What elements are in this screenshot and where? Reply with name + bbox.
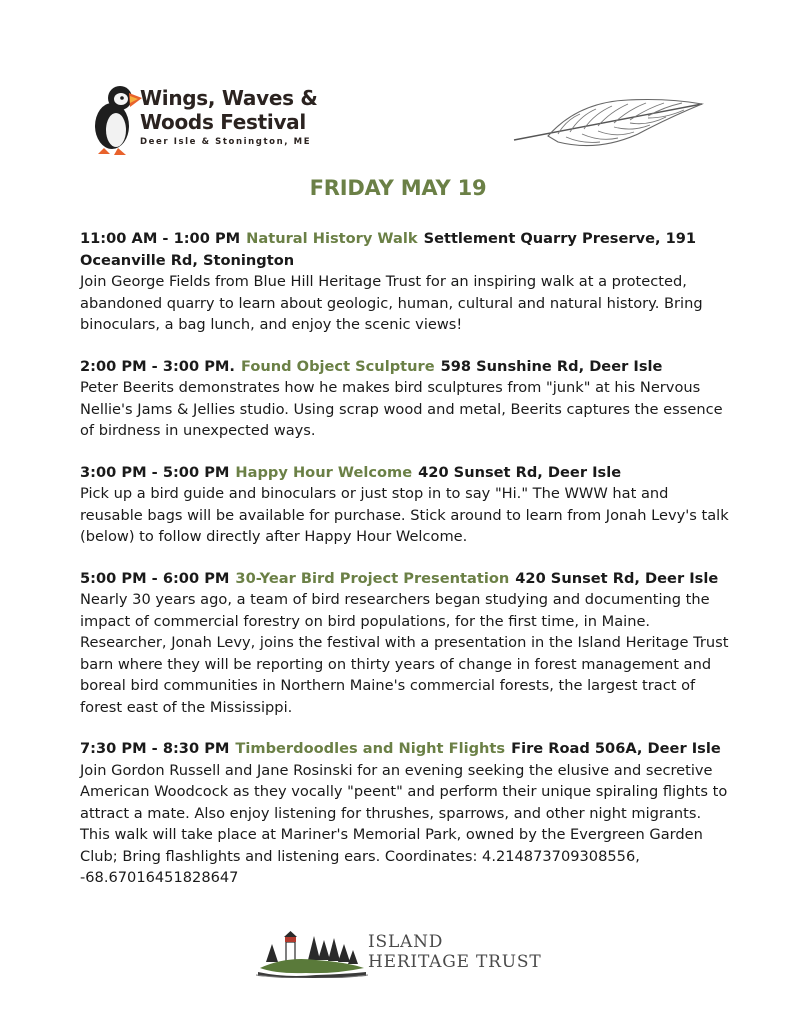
event-title: 30-Year Bird Project Presentation bbox=[235, 569, 510, 587]
puffin-icon bbox=[84, 80, 144, 156]
event-item bbox=[80, 462, 730, 548]
event-title: Natural History Walk bbox=[246, 230, 418, 247]
logo-subtitle: Deer Isle & Stonington, ME bbox=[140, 137, 312, 147]
event-location: 420 Sunset Rd, Deer Isle bbox=[515, 569, 719, 587]
header bbox=[0, 0, 796, 170]
event-title: Happy Hour Welcome bbox=[235, 463, 413, 481]
event-location: Fire Road 506A, Deer Isle bbox=[511, 740, 721, 757]
event-time: 11:00 AM - 1:00 PM bbox=[80, 230, 241, 247]
event-time: 2:00 PM - 3:00 PM. bbox=[80, 357, 235, 375]
feather-icon bbox=[508, 94, 708, 158]
day-title: FRIDAY MAY 19 bbox=[309, 176, 487, 200]
event-time: 5:00 PM - 6:00 PM bbox=[80, 569, 230, 587]
event-item bbox=[80, 356, 730, 442]
event-time: 3:00 PM - 5:00 PM bbox=[80, 463, 230, 481]
event-time: 7:30 PM - 8:30 PM bbox=[80, 740, 230, 757]
event-item bbox=[80, 568, 730, 719]
event-description: Nearly 30 years ago, a team of bird researchers began studying and documenting the impact of commercial forestry on bird populations, for the first time, in Maine. Researcher, Jonah Levy, joins the festival with a presentation in the Island Heritage Trust barn where they will be reporting on thirty years of change in forest management and boreal bird communities in Northern Maine's commercial forests, the largest tract of forest east of the Mississippi. bbox=[80, 591, 729, 716]
event-list bbox=[80, 228, 730, 909]
event-item bbox=[80, 228, 730, 336]
festival-logo bbox=[140, 86, 340, 147]
event-title: Found Object Sculpture bbox=[240, 357, 435, 375]
event-description: Peter Beerits demonstrates how he makes bird sculptures from "junk" at his Nervous Nellie's Jams & Jellies studio. Using scrap wood and metal, Beerits captures the essence of birdness in unexpected ways. bbox=[80, 379, 723, 439]
event-description: Join Gordon Russell and Jane Rosinski for an evening seeking the elusive and secretive American Woodcock as they vocally "peent" and perform their unique spiraling flights to attract a mate. Also enjoy listening for thrushes, sparrows, and other night migrants. This walk will take place at Mariner's Memorial Park, owned by the Evergreen Garden Club; Bring flashlights and listening ears. Coordinates: 4.214873709308556, -68.67016451828647 bbox=[80, 761, 728, 886]
iht-wordmark bbox=[368, 932, 541, 972]
logo-line-2: Woods Festival bbox=[140, 110, 306, 134]
event-item bbox=[80, 738, 730, 889]
logo-line-1: Wings, Waves & bbox=[140, 86, 318, 110]
event-description: Pick up a bird guide and binoculars or just stop in to say "Hi." The WWW hat and reusable bags will be available for purchase. Stick around to learn from Jonah Levy's talk (below) to follow directly after Happy Hour Welcome. bbox=[80, 485, 729, 545]
lighthouse-island-icon bbox=[256, 926, 368, 978]
event-location: 420 Sunset Rd, Deer Isle bbox=[418, 463, 622, 481]
event-location: Settlement Quarry Preserve, 191 Oceanville Rd, Stonington bbox=[80, 230, 697, 269]
event-location: 598 Sunshine Rd, Deer Isle bbox=[440, 357, 663, 375]
event-title: Timberdoodles and Night Flights bbox=[235, 740, 506, 757]
island-heritage-trust-logo bbox=[256, 926, 546, 978]
iht-line-1: ISLAND bbox=[368, 932, 444, 952]
iht-line-2: HERITAGE TRUST bbox=[368, 952, 542, 972]
event-description: Join George Fields from Blue Hill Heritage Trust for an inspiring walk at a protected, abandoned quarry to learn about geologic, human, cultural and natural history. Bring binoculars, a bag lunch, and enjoy the scenic views! bbox=[80, 273, 703, 333]
